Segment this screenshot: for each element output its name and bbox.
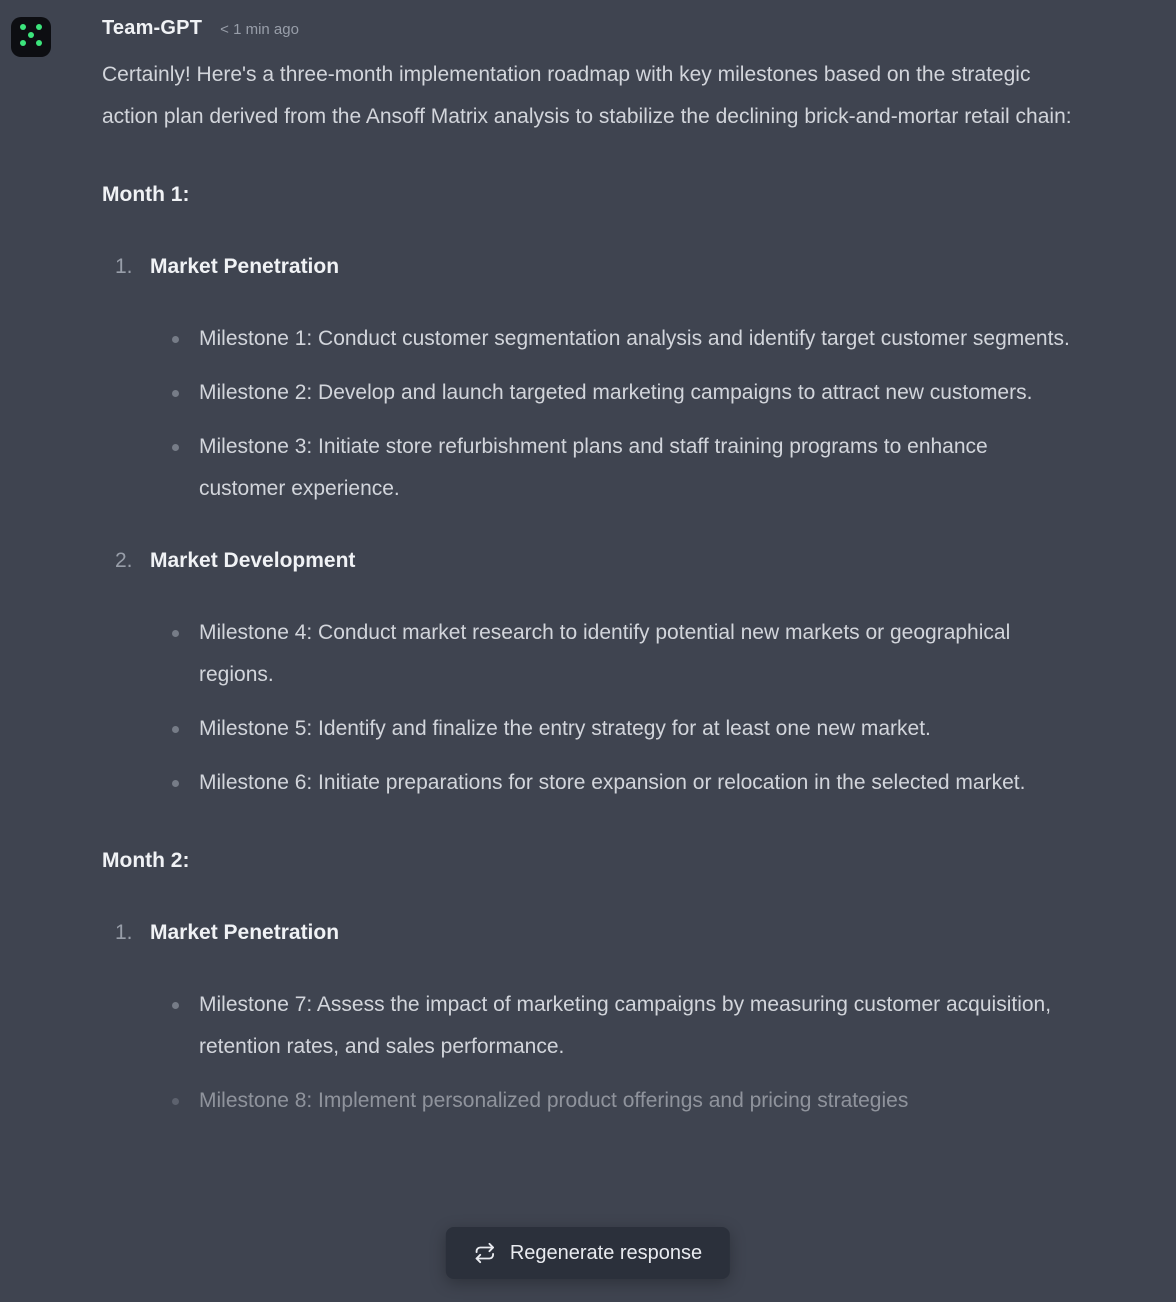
message-intro: Certainly! Here's a three-month implementation roadmap with key milestones based on the strategic action plan derived from the Ansoff Matrix analysis to stabilize the declining brick-and-mortar retail chain: xyxy=(102,63,1072,128)
milestone-item xyxy=(102,1080,1076,1122)
month-heading: Month 1: xyxy=(102,183,190,206)
message-timestamp: < 1 min ago xyxy=(220,21,299,38)
list-number: 1. xyxy=(115,921,133,944)
bullet-dot-icon xyxy=(172,390,179,397)
month-section xyxy=(102,840,1076,1122)
milestone-text: Milestone 3: Initiate store refurbishment plans and staff training programs to enhance customer experience. xyxy=(199,435,988,500)
regenerate-button-label: Regenerate response xyxy=(509,1241,703,1264)
milestone-text: Milestone 7: Assess the impact of marketing campaigns by measuring customer acquisition, retention rates, and sales performance. xyxy=(199,993,1052,1058)
message-header xyxy=(102,17,1076,40)
milestone-text: Milestone 5: Identify and finalize the entry strategy for at least one new market. xyxy=(199,717,931,740)
team-gpt-dots-logo-icon xyxy=(18,22,44,53)
regenerate-response-button[interactable] xyxy=(446,1227,730,1279)
milestone-item xyxy=(102,318,1076,360)
strategy-list xyxy=(102,246,1076,804)
milestone-item xyxy=(102,372,1076,414)
strategy-item-head xyxy=(102,246,1076,288)
milestone-item xyxy=(102,984,1076,1068)
strategy-item xyxy=(102,540,1076,804)
bullet-dot-icon xyxy=(172,630,179,637)
month-section xyxy=(102,174,1076,804)
bullet-dot-icon xyxy=(172,1098,179,1105)
milestone-text: Milestone 2: Develop and launch targeted marketing campaigns to attract new customers. xyxy=(199,381,1033,404)
milestone-text: Milestone 1: Conduct customer segmentation analysis and identify target customer segments. xyxy=(199,327,1070,350)
milestone-text: Milestone 4: Conduct market research to identify potential new markets or geographical regions. xyxy=(199,621,1011,686)
month-heading: Month 2: xyxy=(102,849,190,872)
team-gpt-avatar xyxy=(11,17,51,57)
strategy-item xyxy=(102,246,1076,510)
milestone-list xyxy=(102,984,1076,1122)
bullet-dot-icon xyxy=(172,780,179,787)
author-name: Team-GPT xyxy=(102,17,203,39)
list-number: 1. xyxy=(115,255,133,278)
roadmap-sections xyxy=(102,174,1076,1122)
milestone-item xyxy=(102,426,1076,510)
list-number: 2. xyxy=(115,549,133,572)
strategy-item-head xyxy=(102,540,1076,582)
strategy-item xyxy=(102,912,1076,1122)
milestone-item xyxy=(102,708,1076,750)
strategy-title: Market Penetration xyxy=(150,921,340,944)
milestone-list xyxy=(102,612,1076,804)
milestone-item xyxy=(102,612,1076,696)
milestone-item xyxy=(102,762,1076,804)
milestone-text: Milestone 6: Initiate preparations for store expansion or relocation in the selected market. xyxy=(199,771,1026,794)
strategy-title: Market Development xyxy=(150,549,356,572)
repeat-icon xyxy=(474,1242,496,1264)
milestone-text: Milestone 8: Implement personalized product offerings and pricing strategies xyxy=(199,1089,909,1112)
strategy-item-head xyxy=(102,912,1076,954)
bullet-dot-icon xyxy=(172,1002,179,1009)
bullet-dot-icon xyxy=(172,444,179,451)
strategy-title: Market Penetration xyxy=(150,255,340,278)
milestone-list xyxy=(102,318,1076,510)
bullet-dot-icon xyxy=(172,336,179,343)
strategy-list xyxy=(102,912,1076,1122)
bullet-dot-icon xyxy=(172,726,179,733)
